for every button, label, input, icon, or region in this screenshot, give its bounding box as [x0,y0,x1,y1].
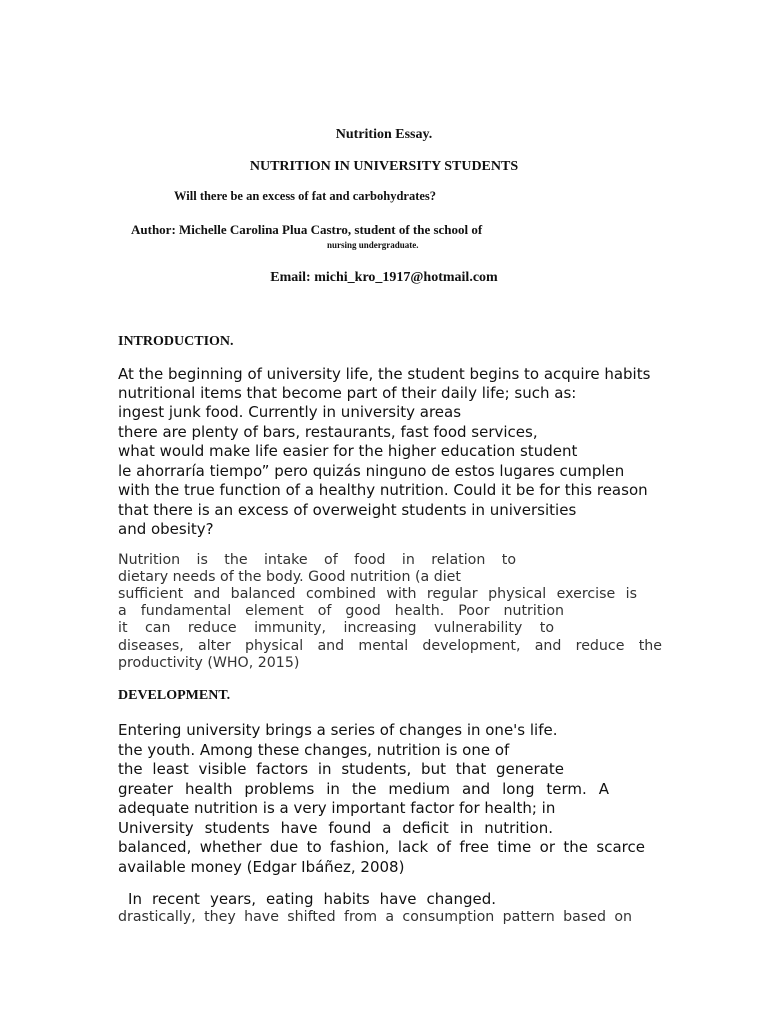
paragraph-line: University students have found a deficit in nutrition. [118,819,553,837]
paragraph-line: it can reduce immunity, increasing vulnerability to [118,620,554,636]
essay-title: NUTRITION IN UNIVERSITY STUDENTS [249,159,519,174]
paragraph-line: sufficient and balanced combined with regular physical exercise is [118,586,637,602]
paragraph-line: adequate nutrition is a very important factor for health; in [118,799,556,817]
development-heading: DEVELOPMENT. [118,688,231,703]
paragraph-line: ingest junk food. Currently in university areas [118,403,462,421]
paragraph-line: the youth. Among these changes, nutrition is one of [118,741,510,759]
paragraph-line: nutritional items that become part of their daily life; such as: [118,384,577,402]
paragraph-line: drastically, they have shifted from a consumption pattern based on [118,909,632,925]
paragraph-line: greater health problems in the medium and long term. A [118,780,609,798]
paragraph-line: a fundamental element of good health. Poor nutrition [118,603,564,619]
paragraph-line: what would make life easier for the higher education student [118,442,578,460]
paragraph-line: with the true function of a healthy nutrition. Could it be for this reason [118,481,648,499]
paragraph-line: Nutrition is the intake of food in relation to [118,552,516,568]
paragraph-line: that there is an excess of overweight students in universities [118,501,577,519]
paragraph-line: productivity (WHO, 2015) [118,655,300,671]
introduction-heading: INTRODUCTION. [118,334,234,349]
author-subline: nursing undergraduate. [327,240,419,250]
paragraph-line: Entering university brings a series of changes in one's life. [118,721,558,739]
paragraph-line: balanced, whether due to fashion, lack of free time or the scarce [118,838,645,856]
email-line: Email: michi_kro_1917@hotmail.com [270,270,498,285]
paragraph-line: dietary needs of the body. Good nutrition (a diet [118,569,461,585]
essay-label: Nutrition Essay. [335,127,433,142]
essay-question: Will there be an excess of fat and carbohydrates? [174,189,437,203]
paragraph-line: diseases, alter physical and mental development, and reduce the [118,638,662,654]
paragraph-line: the least visible factors in students, but that generate [118,760,564,778]
paragraph-line: At the beginning of university life, the student begins to acquire habits [118,365,651,383]
paragraph-line: le ahorraría tiempo” pero quizás ninguno de estos lugares cumplen [118,462,625,480]
paragraph-line: available money (Edgar Ibáñez, 2008) [118,858,405,876]
paragraph-line: there are plenty of bars, restaurants, fast food services, [118,423,538,441]
paragraph-line: and obesity? [118,520,214,538]
author-line: Author: Michelle Carolina Plua Castro, student of the school of [131,222,483,237]
paragraph-line: In recent years, eating habits have changed. [118,890,496,908]
